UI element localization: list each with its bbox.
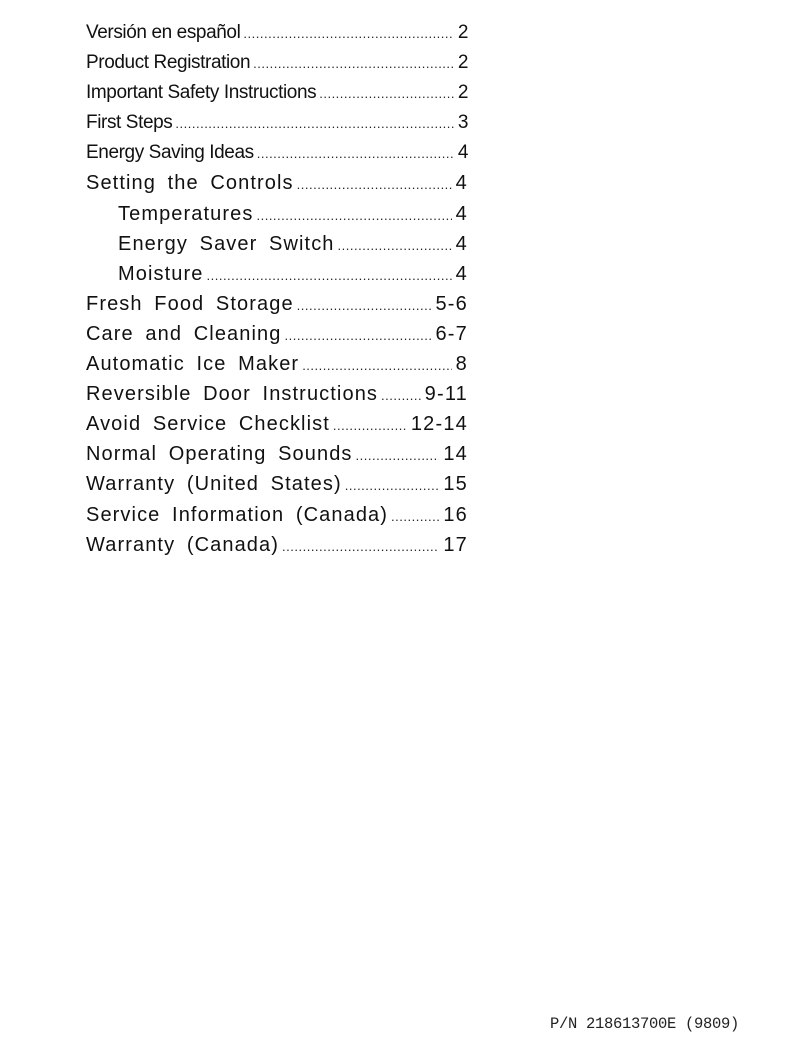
toc-entry-energy-saver-switch[interactable]	[86, 229, 468, 259]
toc-entry-setting-the-controls[interactable]	[86, 168, 468, 198]
toc-entry-page: 4	[455, 172, 468, 195]
toc-entry-label: Energy Saving Ideas	[86, 142, 254, 164]
toc-entry-page: 8	[455, 353, 468, 376]
dot-leader	[257, 139, 454, 169]
dot-leader	[356, 441, 440, 471]
dot-leader	[391, 502, 439, 532]
toc-entry-automatic-ice-maker[interactable]	[86, 349, 468, 379]
toc-entry-page: 12-14	[410, 413, 468, 436]
toc-entry-label: Warranty (United States)	[86, 473, 342, 496]
toc-entry-page: 9-11	[424, 383, 468, 406]
dot-leader	[175, 109, 453, 139]
toc-entry-page: 5-6	[435, 292, 468, 315]
toc-entry-label: Fresh Food Storage	[86, 292, 294, 315]
toc-entry-care-and-cleaning[interactable]	[86, 319, 468, 349]
dot-leader	[284, 321, 431, 351]
toc-entry-label: Product Registration	[86, 52, 251, 74]
toc-entry-page: 2	[457, 22, 468, 43]
toc-entry-label: Care and Cleaning	[86, 322, 282, 345]
toc-entry-version-en-espanol[interactable]	[86, 18, 468, 48]
toc-entry-reversible-door-instructions[interactable]	[86, 379, 468, 409]
toc-entry-label: Moisture	[118, 262, 204, 285]
toc-entry-label: Warranty (Canada)	[86, 533, 280, 556]
toc-entry-page: 4	[455, 232, 468, 255]
toc-entry-label: Normal Operating Sounds	[86, 443, 353, 466]
toc-entry-page: 14	[443, 443, 468, 466]
dot-leader	[297, 170, 452, 200]
toc-entry-label: Avoid Service Checklist	[86, 413, 330, 436]
dot-leader	[297, 291, 432, 321]
toc-entry-page: 4	[455, 202, 468, 225]
toc-entry-moisture[interactable]	[86, 259, 468, 289]
part-number: P/N 218613700E (9809)	[550, 1015, 740, 1033]
toc-entry-normal-operating-sounds[interactable]	[86, 439, 468, 469]
toc-entry-label: Energy Saver Switch	[118, 232, 335, 255]
toc-entry-label: Setting the Controls	[86, 172, 294, 195]
dot-leader	[256, 201, 451, 231]
dot-leader	[253, 49, 454, 79]
toc-entry-label: Service Information (Canada)	[86, 503, 389, 526]
toc-entry-warranty-canada[interactable]	[86, 530, 468, 560]
toc-entry-page: 16	[443, 503, 468, 526]
toc-entry-page: 2	[457, 52, 468, 74]
dot-leader	[319, 79, 454, 109]
toc-entry-energy-saving-ideas[interactable]	[86, 138, 468, 168]
toc-entry-fresh-food-storage[interactable]	[86, 289, 468, 319]
dot-leader	[345, 471, 440, 501]
toc-entry-first-steps[interactable]	[86, 108, 468, 138]
toc-entry-page: 2	[457, 82, 468, 104]
dot-leader	[333, 411, 407, 441]
toc-entry-page: 15	[443, 473, 468, 496]
dot-leader	[282, 532, 439, 562]
dot-leader	[338, 231, 452, 261]
toc-entry-page: 6-7	[435, 322, 468, 345]
toc-entry-page: 3	[457, 112, 468, 134]
toc-entry-label: Important Safety Instructions	[86, 82, 317, 104]
toc-entry-label: Temperatures	[118, 202, 254, 225]
toc-entry-important-safety-instructions[interactable]	[86, 78, 468, 108]
dot-leader	[381, 381, 421, 411]
toc-entry-label: Automatic Ice Maker	[86, 353, 300, 376]
dot-leader	[302, 351, 451, 381]
dot-leader	[243, 19, 453, 49]
toc-entry-product-registration[interactable]	[86, 48, 468, 78]
toc-entry-service-information-canada[interactable]	[86, 500, 468, 530]
toc-entry-label: Reversible Door Instructions	[86, 383, 379, 406]
toc-entry-page: 4	[457, 142, 468, 164]
toc-entry-page: 4	[455, 262, 468, 285]
toc-entry-avoid-service-checklist[interactable]	[86, 409, 468, 439]
table-of-contents	[86, 18, 468, 560]
toc-entry-temperatures[interactable]	[86, 199, 468, 229]
dot-leader	[207, 261, 452, 291]
toc-entry-label: First Steps	[86, 112, 173, 134]
toc-entry-warranty-united-states[interactable]	[86, 469, 468, 499]
toc-entry-label: Versión en español	[86, 22, 241, 43]
toc-entry-page: 17	[443, 533, 468, 556]
